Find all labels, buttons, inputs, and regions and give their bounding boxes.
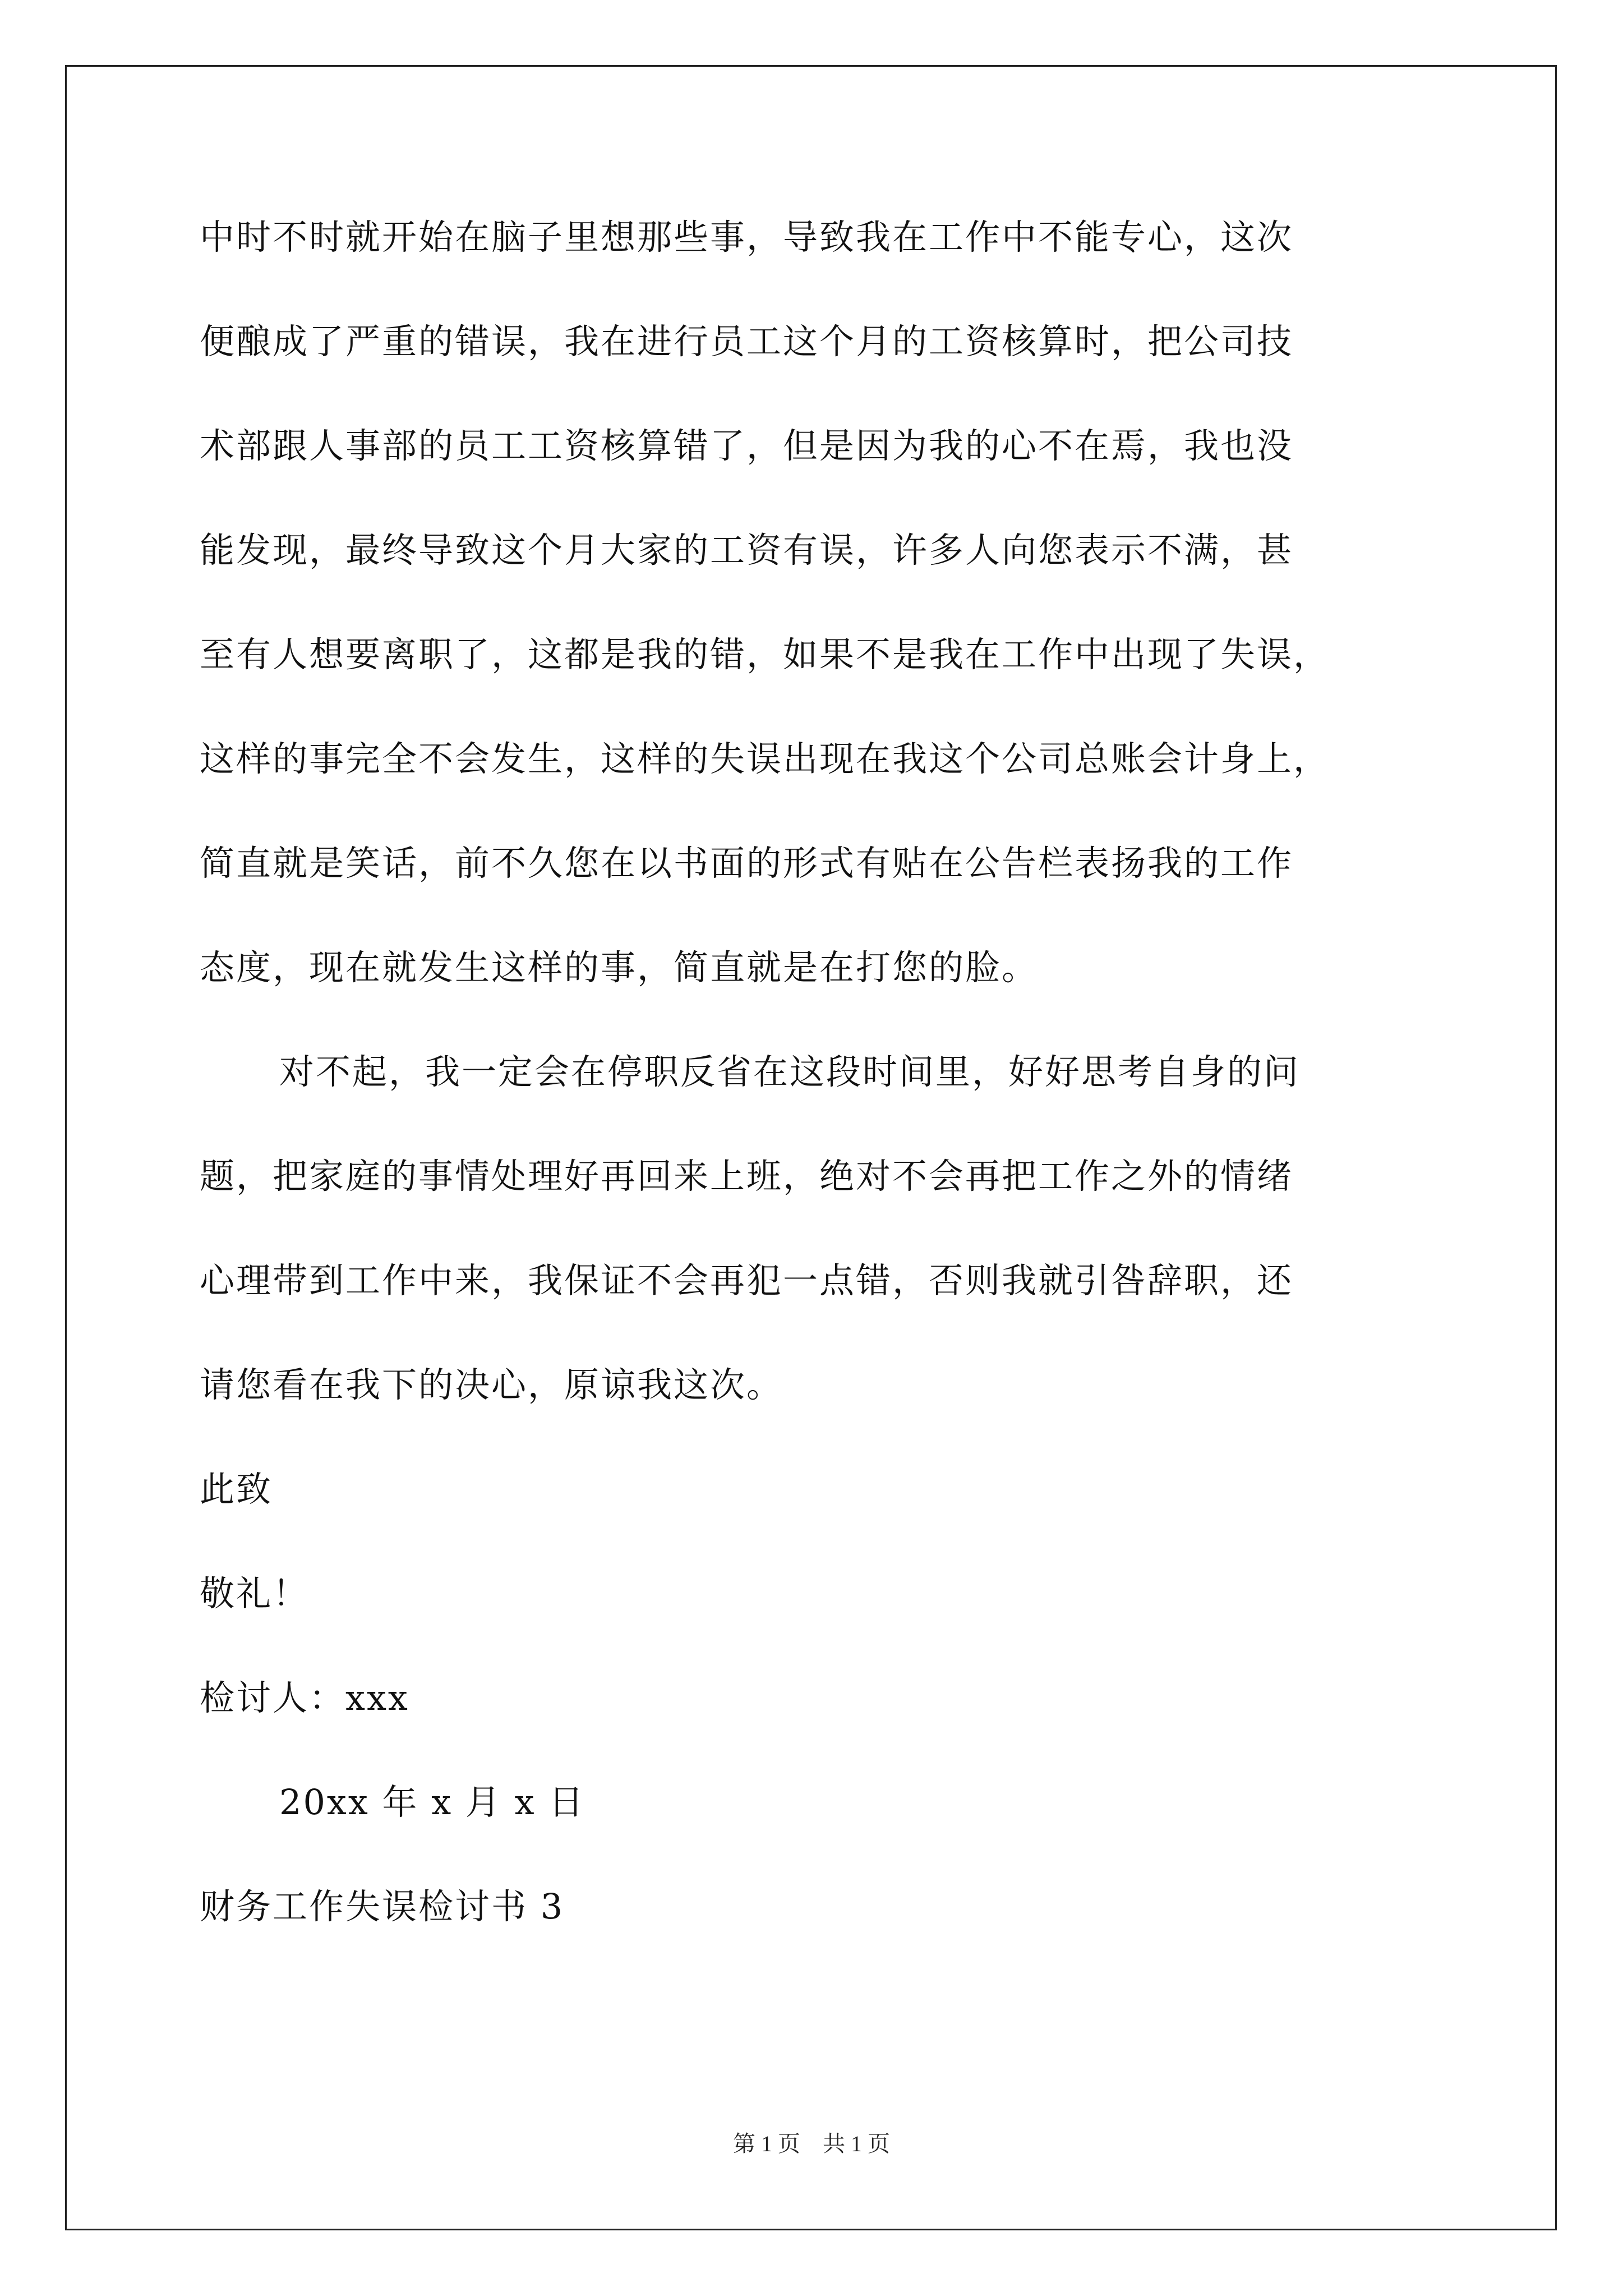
document-body: [200, 217, 1439, 1994]
paragraph-start-line: 对不起，我一定会在停职反省在这段时间里，好好思考自身的问: [279, 1051, 1301, 1092]
signature-line: 检讨人：xxx: [200, 1677, 409, 1718]
body-line: 简直就是笑话，前不久您在以书面的形式有贴在公告栏表扬我的工作: [200, 843, 1294, 884]
body-line: 能发现，最终导致这个月大家的工资有误，许多人向您表示不满，甚: [200, 530, 1294, 570]
body-line: 请您看在我下的决心，原谅我这次。: [200, 1364, 783, 1405]
page-footer: [0, 2133, 1623, 2155]
body-line: 心理带到工作中来，我保证不会再犯一点错，否则我就引咎辞职，还: [200, 1260, 1294, 1301]
body-line: 术部跟人事部的员工工资核算错了，但是因为我的心不在焉，我也没: [200, 425, 1294, 466]
body-line: 态度，现在就发生这样的事，简直就是在打您的脸。: [200, 947, 1039, 988]
body-line: 这样的事完全不会发生，这样的失误出现在我这个公司总账会计身上，: [200, 738, 1330, 779]
next-section-title: 财务工作失误检讨书 3: [200, 1886, 565, 1927]
body-line: 便酿成了严重的错误，我在进行员工这个月的工资核算时，把公司技: [200, 321, 1294, 362]
page-number: 第 1 页: [733, 2131, 800, 2156]
closing-salutation: 此致: [200, 1469, 273, 1510]
body-line: 题，把家庭的事情处理好再回来上班，绝对不会再把工作之外的情绪: [200, 1156, 1294, 1197]
body-line: 至有人想要离职了，这都是我的错，如果不是我在工作中出现了失误，: [200, 634, 1330, 675]
closing-regards: 敬礼！: [200, 1573, 310, 1614]
date-line: 20xx 年 x 月 x 日: [279, 1782, 585, 1823]
body-line: 中时不时就开始在脑子里想那些事，导致我在工作中不能专心，这次: [200, 217, 1294, 257]
page-total: 共 1 页: [823, 2131, 890, 2156]
